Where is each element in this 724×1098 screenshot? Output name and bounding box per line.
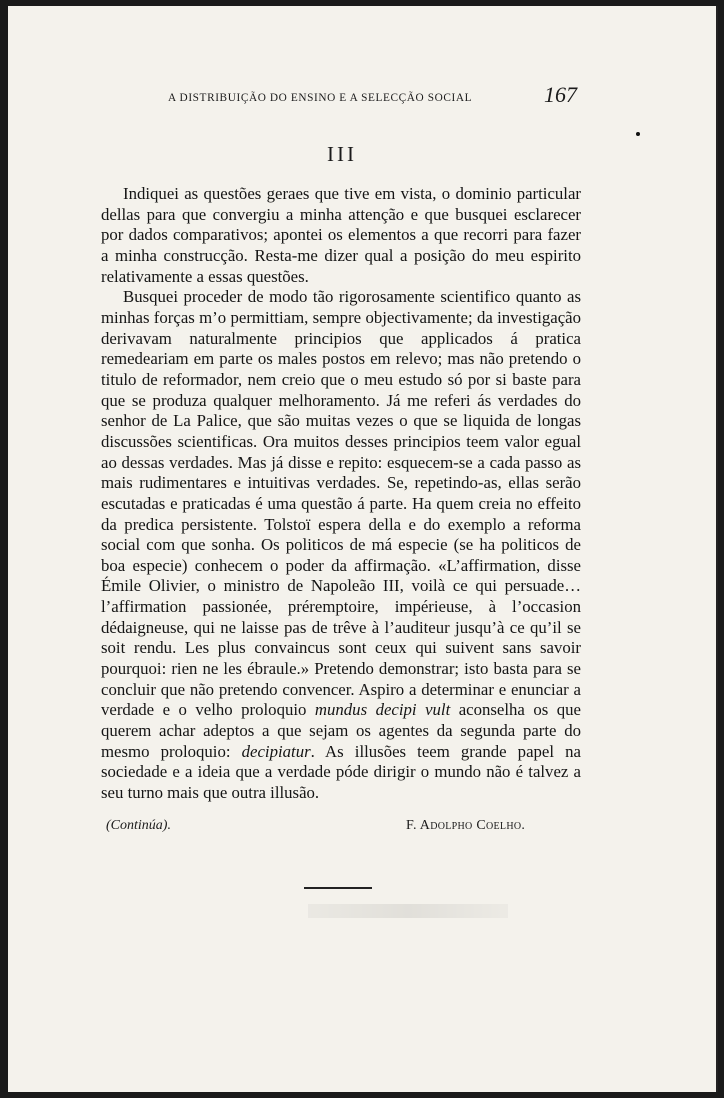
latin-phrase-decipiatur: decipiatur — [241, 741, 311, 761]
show-through-bleed — [308, 904, 508, 918]
section-numeral: III — [327, 142, 357, 166]
page-number: 167 — [544, 82, 577, 107]
running-title: A DISTRIBUIÇÃO DO ENSINO E A SELECÇÃO SOCIAL — [168, 92, 473, 104]
paragraph-2 — [101, 287, 581, 803]
body-text — [101, 184, 581, 804]
paragraph-2-part-2: aconselha os que querem achar adeptos a que sejam os agentes da segunda parte do mesmo proloquio: — [101, 700, 581, 761]
paragraph-2-part-3: . As illusões teem grande papel na sociedade e a ideia que a verdade póde dirigir o mundo não é talvez a seu turno mais que outra illusão. — [101, 741, 581, 803]
latin-phrase-mundus: mundus decipi vult — [314, 700, 451, 720]
book-page — [8, 6, 718, 1092]
author-signature: F. Adolpho Coelho. — [406, 818, 526, 833]
end-rule — [304, 887, 372, 889]
paragraph-1: Indiquei as questões geraes que tive em vista, o dominio particular dellas para que convergiu a minha attenção e que busquei esclarecer por dados comparativos; apontei os elementos a que recorri para fazer a minha construcção. Resta-me dizer qual a posição do meu espirito relativamente a essas questões. — [101, 184, 581, 286]
paragraph-2-part-1: Busquei proceder de modo tão rigorosamente scientifico quanto as minhas forças m’o permittiam, sempre objectivamente; da investigação derivavam naturalmente principios que applicados á pratica remedeariam em parte os males postos em relevo; mas não pretendo o titulo de reformador, nem creio que o meu estudo só por si baste para que se produza qualquer melhoramento. Já me referi ás verdades do senhor de La Palice, que são muitas vezes o que se liquida de longas discussões scientificas. Ora muitos desses principios teem valor egual ao dessas verdades. Mas já disse e repito: esquecem-se a cada passo as mais rudimentares e intuitivas verdades. Se, repetindo-as, ellas serão escutadas e praticadas é uma questão á parte. Ha quem creia no effeito da predica persistente. Tolstoï espera della e do exemplo a reforma social com que sonha. Os politicos de má especie (se ha politicos de boa especie) conhecem o poder da affirmação. «L’affirmation, disse Émile Olivier, o ministro de Napoleão III, voilà ce qui persuade… l’affirmation passionée, préremptoire, impérieuse, à l’occasion dédaigneuse, qui ne laisse pas de trêve à l’auditeur jusqu’à ce qu’il se soit rendu. Les plus convaincus sont ceux qui suivent sans savoir pourquoi: rien ne les ébraule.» Pretendo demonstrar; isto basta para se concluir que não pretendo convencer. Aspiro a determinar e enunciar a verdade e o velho proloquio — [101, 287, 581, 720]
ink-speck — [636, 132, 640, 136]
continued-note: (Continúa). — [106, 818, 171, 833]
